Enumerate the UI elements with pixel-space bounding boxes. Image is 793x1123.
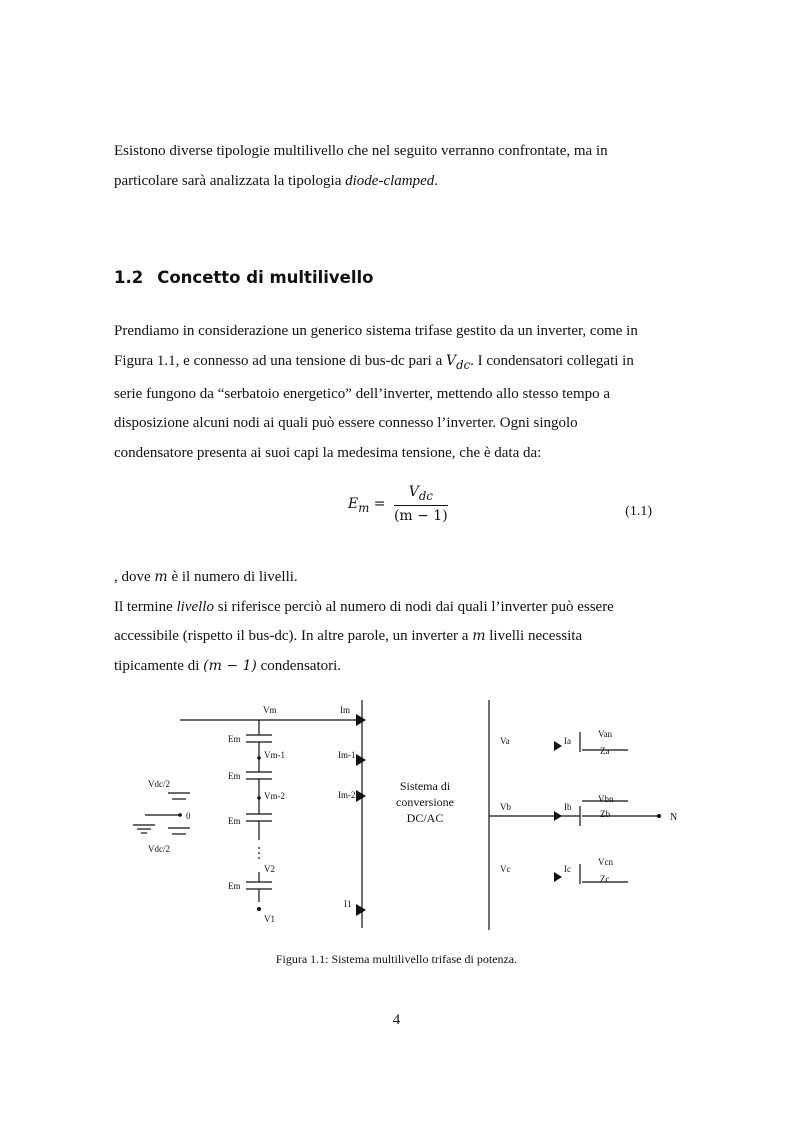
paragraph-concept: Prendiamo in considerazione un generico sistema trifase gestito da un inverter, come in Figura 1.1, e connesso ad una tensione di bus-dc pari a $V_{dc}$. I condensatori collegati in serie fungono da “serbatoio energetico” dell’inverter, mettendo allo stesso tempo a disposizione alcuni nodi ai quali può essere connesso l’inverter. Ogni singolo condensatore presenta ai suoi capi la medesima tensione, che è data da: — [114, 323, 638, 461]
paragraph-levels: , dove m è il numero di livelli. Il termine livello si riferisce perciò al numero di nodi dai quali l’inverter può essere accessibile (rispetto il bus-dc). In altre parole, un inverter a m livelli necessita tipicamente di (m − 1) condensatori. — [114, 569, 614, 674]
label-ia: Ia — [564, 736, 571, 746]
label-ic: Ic — [564, 864, 571, 874]
label-vdc-top: Vdc/2 — [148, 779, 170, 789]
section-number: 1.2 — [114, 268, 144, 287]
label-vdc-bottom: Vdc/2 — [148, 844, 170, 854]
label-van: Van — [598, 729, 612, 739]
label-vbn: Vbn — [598, 794, 614, 804]
label-vm-2: Vm-2 — [264, 791, 285, 801]
equation-number: (1.1) — [625, 504, 652, 519]
label-vc: Vc — [500, 864, 511, 874]
label-cap-1: Em — [228, 734, 241, 744]
label-cap-4: Em — [228, 881, 241, 891]
section-heading — [114, 268, 374, 287]
term-livello: livello — [176, 598, 214, 615]
converter-label-3: DC/AC — [406, 811, 444, 825]
label-v1: V1 — [264, 914, 275, 924]
label-vm-1: Vm-1 — [264, 750, 285, 760]
math-vdc: $V_{dc}$ — [446, 352, 471, 372]
label-neutral: N — [670, 812, 678, 823]
label-za: Za — [600, 746, 610, 756]
figure-caption: Figura 1.1: Sistema multilivello trifase di potenza. — [275, 952, 518, 966]
label-cap-3: Em — [228, 816, 241, 826]
section-title: Concetto di multilivello — [157, 268, 374, 287]
label-vb: Vb — [500, 802, 511, 812]
label-vm: Vm — [263, 705, 277, 715]
label-v2: V2 — [264, 864, 275, 874]
label-i1: I1 — [344, 899, 352, 909]
label-im-1: Im-1 — [338, 750, 356, 760]
term-diode-clamped: diode-clamped — [345, 172, 435, 189]
label-ground-node: 0 — [186, 811, 191, 821]
equation-1-1 — [114, 484, 680, 540]
label-vcn: Vcn — [598, 857, 613, 867]
label-im-2: Im-2 — [338, 790, 356, 800]
multilevel-system-diagram — [0, 692, 793, 942]
figure-1-1 — [0, 692, 793, 942]
intro-line-1: Esistono diverse tipologie multilivello che nel seguito verranno confrontate, ma in — [114, 143, 608, 159]
label-zb: Zb — [600, 809, 610, 819]
label-im: Im — [340, 705, 350, 715]
equation-fraction: $\frac{V_{dc}}{(m - 1)}$ — [393, 484, 448, 524]
label-zc: Zc — [600, 874, 610, 884]
label-va: Va — [500, 736, 510, 746]
intro-paragraph: Esistono diverse tipologie multilivello che nel seguito verranno confrontate, ma in particolare sarà analizzata la tipologia diode-clamped. — [114, 143, 608, 189]
page-number: 4 — [392, 1012, 401, 1028]
equation-body: $E_m$ = $\frac{V_{dc}}{(m - 1)}$ — [348, 484, 448, 524]
converter-label-2: conversione — [396, 795, 454, 809]
label-cap-2: Em — [228, 771, 241, 781]
converter-label-1: Sistema di — [399, 779, 451, 793]
label-ib: Ib — [564, 802, 572, 812]
